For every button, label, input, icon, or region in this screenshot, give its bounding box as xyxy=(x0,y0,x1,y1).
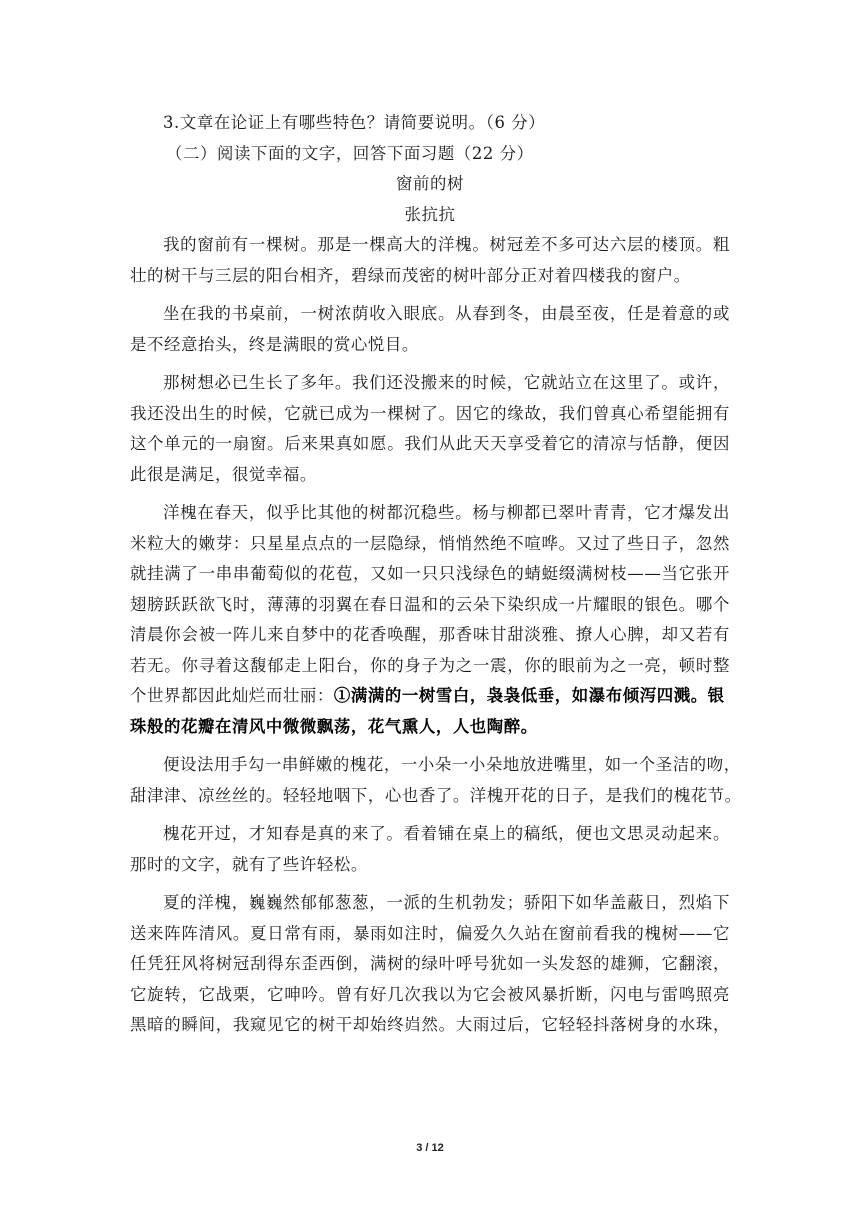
paragraph-line: 此很是满足，很觉幸福。 xyxy=(130,464,317,484)
paragraph-line: 那时的文字，就有了些许轻松。 xyxy=(130,854,368,874)
paragraph-line: 坐在我的书桌前，一树浓荫收入眼底。从春到冬，由晨至夜，任是着意的或 xyxy=(163,304,730,323)
paragraph-line: 就挂满了一串串葡萄似的花苞，又如一只只浅绿色的蜻蜓缀满树枝——当它张开 xyxy=(130,564,730,583)
paragraph-line: 若无。你寻着这馥郁走上阳台，你的身子为之一震，你的眼前为之一亮，顿时整 xyxy=(130,655,730,675)
paragraph-line: 任凭狂风将树冠刮得东歪西倒，满树的绿叶呼号犹如一头发怒的雄狮，它翻滚， xyxy=(130,954,730,973)
paragraph-line: 是不经意抬头，终是满眼的赏心悦目。 xyxy=(130,334,419,354)
bold-quote-text: ①满满的一树雪白，袅袅低垂，如瀑布倾泻四溅。银 xyxy=(333,686,725,705)
paragraph xyxy=(130,299,730,360)
paragraph-line: 送来阵阵清风。夏日常有雨，暴雨如注时，偏爱久久站在窗前看我的槐树——它 xyxy=(130,923,730,943)
paragraph xyxy=(130,230,730,291)
paragraph-line: 壮的树干与三层的阳台相齐，碧绿而茂密的树叶部分正对着四楼我的窗户。 xyxy=(130,265,691,285)
paragraph-line: 米粒大的嫩芽：只星星点点的一层隐绿，悄悄然绝不喧哗。又过了些日子，忽然 xyxy=(130,533,730,553)
article-title: 窗前的树 xyxy=(396,174,464,193)
paragraph xyxy=(130,819,730,880)
plain-text: 个世界都因此灿烂而壮丽： xyxy=(130,686,334,705)
paragraph-line-mixed xyxy=(130,681,730,712)
paragraph-line: 夏的洋槐，巍巍然郁郁葱葱，一派的生机勃发；骄阳下如华盖蔽日，烈焰下 xyxy=(163,893,730,912)
paragraph-line: 那树想必已生长了多年。我们还没搬来的时候，它就站立在这里了。或许， xyxy=(163,373,730,392)
paragraph xyxy=(130,750,742,811)
paragraph-line: 甜津津、凉丝丝的。轻轻地咽下，心也香了。洋槐开花的日子，是我们的槐花节。 xyxy=(130,785,742,805)
article-author: 张抗抗 xyxy=(404,204,456,224)
paragraph-line: 清晨你会被一阵儿来自梦中的花香唤醒，那香味甘甜淡雅、撩人心脾，却又若有 xyxy=(130,625,730,644)
paragraph-line: 槐花开过，才知春是真的来了。看着铺在桌上的稿纸，便也文思灵动起来。 xyxy=(163,824,730,843)
page-content xyxy=(130,108,742,1041)
paragraph-line: 黑暗的瞬间，我窥见它的树干却始终岿然。大雨过后，它轻轻抖落树身的水珠， xyxy=(130,1015,730,1034)
paragraph-line: 我的窗前有一棵树。那是一棵高大的洋槐。树冠差不多可达六层的楼顶。粗 xyxy=(163,235,730,254)
paragraph-line: 这个单元的一扇窗。后来果真如愿。我们从此天天享受着它的清凉与恬静，便因 xyxy=(130,434,730,453)
paragraph xyxy=(130,368,730,490)
paragraph-line: 我还没出生的时候，它就已成为一棵树了。因它的缘故，我们曾真心希望能拥有 xyxy=(130,403,730,423)
paragraph xyxy=(130,888,730,1041)
page-number: 3 / 12 xyxy=(416,1142,444,1154)
paragraph-line: 翅膀跃跃欲飞时，薄薄的羽翼在春日温和的云朵下染织成一片耀眼的银色。哪个 xyxy=(130,594,730,614)
section-heading: （二）阅读下面的文字，回答下面习题（22 分） xyxy=(166,143,534,163)
paragraph xyxy=(130,498,730,742)
paragraph-line: 它旋转，它战栗，它呻吟。曾有好几次我以为它会被风暴折断，闪电与雷鸣照亮 xyxy=(130,984,730,1004)
bold-quote-line: 珠般的花瓣在清风中微微飘荡，花气熏人，人也陶醉。 xyxy=(130,716,538,736)
paragraph-line: 洋槐在春天，似乎比其他的树都沉稳些。杨与柳都已翠叶青青，它才爆发出 xyxy=(163,503,730,522)
paragraph-line: 便设法用手勾一串鲜嫩的槐花，一小朵一小朵地放进嘴里，如一个圣洁的吻， xyxy=(163,755,741,774)
question-3: 3.文章在论证上有哪些特色？请简要说明。（6 分） xyxy=(163,113,546,132)
